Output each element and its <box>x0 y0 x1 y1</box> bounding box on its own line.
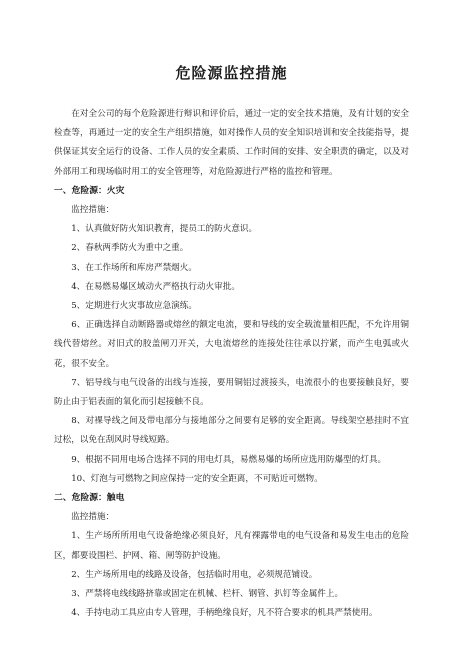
section-electric-shock <box>54 489 409 623</box>
intro-paragraph: 在对全公司的每个危险源进行辩识和评价后，通过一定的安全技术措施，及有计划的安全检查等，再通过一定的安全生产组织措施，如对操作人员的安全知识培训和安全技能指导，提供保证其安全运行的设备、工作人员的安全素质、工作时间的安排、安全职责的确定，以及对外部用工和现场临时用工的安全管理等，对危险源进行严格的监控和管理。 <box>54 109 409 177</box>
list-item: 2、生产场所用电的线路及设备，包括临时用电，必须规范铺设。 <box>71 569 318 580</box>
list-item: 1、认真做好防火知识教育，提员工的防火意识。 <box>71 224 258 235</box>
list-item: 9、根据不同用电场合选择不同的用电灯具，易燃易爆的场所应选用防爆型的灯具。 <box>71 454 387 465</box>
list-item: 1、生产场所所用电气设备绝缘必须良好，凡有裸露带电的电气设备和易发生电击的危险区，都要设围栏、护网、箱、闸等防护设施。 <box>54 531 409 561</box>
list-item: 3、严禁将电线线路挤靠或固定在机械、栏杆、钢管、扒钉等金属件上。 <box>71 589 344 600</box>
list-item: 6、正确选择自动断路器或熔丝的额定电流，要和导线的安全载流量相匹配，不允许用铜线代替熔丝。对旧式的胶盖闸刀开关，大电流熔丝的连接处往往承以拧紧，而产生电弧或火花，很不安全。 <box>54 320 409 369</box>
section-heading: 二、危险源：触电 <box>54 493 125 504</box>
section-heading: 一、危险源：火灾 <box>54 185 125 196</box>
section-subheading: 监控措施： <box>71 205 115 216</box>
section-subheading: 监控措施： <box>71 512 115 523</box>
list-item: 7、铝导线与电气设备的出线与连接，要用铜铝过渡接头，电流很小的也要接触良好，要防止由于铝表面的氧化而引起接触不良。 <box>54 377 409 408</box>
page-title: 危险源监控措施 <box>175 64 288 82</box>
list-item: 4、手持电动工具应由专人管理，手柄绝缘良好，凡不符合要求的机具严禁使用。 <box>71 608 378 619</box>
list-item: 5、定期进行火灾事故应急演练。 <box>71 301 197 312</box>
list-item: 3、在工作场所和库房严禁烟火。 <box>71 262 197 273</box>
section-fire <box>54 182 409 489</box>
list-item: 10、灯泡与可燃物之间应保持一定的安全距离，不可贴近可燃物。 <box>71 473 323 484</box>
list-item: 4、在易燃易爆区域动火严格执行动火审批。 <box>71 281 240 292</box>
list-item: 2、春秋两季防火为重中之重。 <box>71 243 189 254</box>
list-item: 8、对裸导线之间及带电部分与接地部分之间要有足够的安全距离。导线架空悬挂时不宜过松，以免在刮风时导线短路。 <box>54 416 409 446</box>
